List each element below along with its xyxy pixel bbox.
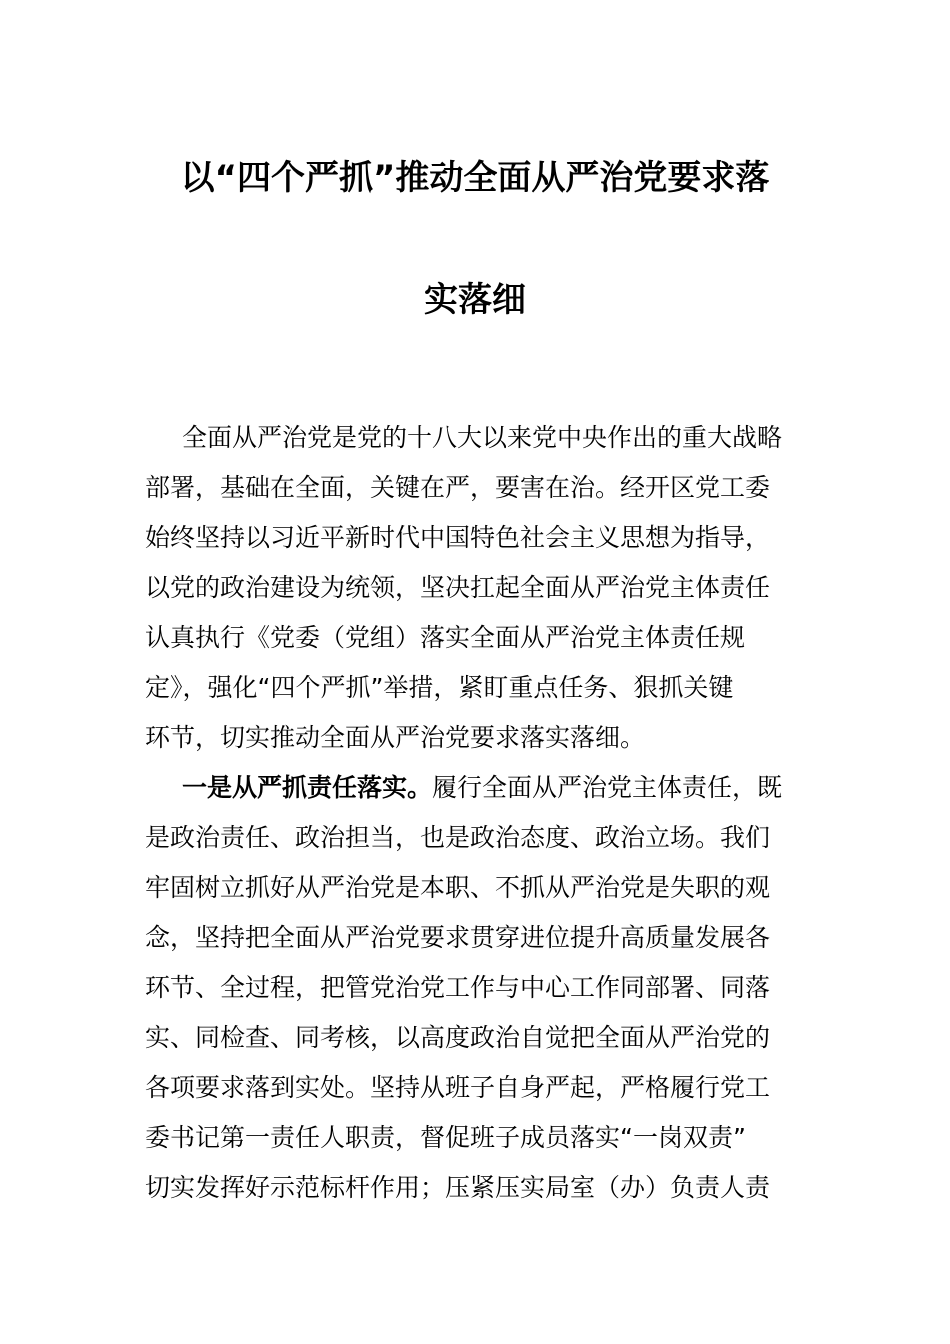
paragraph-1-line-7: 环节，切实推动全面从严治党要求落实落细。 — [145, 723, 646, 752]
paragraph-1-line-2: 部署，基础在全面，关键在严，要害在治。经开区党工委 — [145, 473, 771, 502]
paragraph-2-line-3: 牢固树立抓好从严治党是本职、不抓从严治党是失职的观 — [145, 873, 771, 902]
paragraph-2-line-9: 切实发挥好示范标杆作用；压紧压实局室（办）负责人责 — [145, 1173, 771, 1202]
paragraph-2-line-7: 各项要求落到实处。坚持从班子自身严起，严格履行党工 — [145, 1073, 771, 1102]
paragraph-2-line-5: 环节、全过程，把管党治党工作与中心工作同部署、同落 — [145, 973, 771, 1002]
paragraph-1-line-5: 认真执行《党委（党组）落实全面从严治党主体责任规 — [145, 623, 746, 652]
paragraph-2-first-rest: 履行全面从严治党主体责任，既 — [432, 773, 783, 802]
paragraph-1-line-1: 全面从严治党是党的十八大以来党中央作出的重大战略 — [182, 423, 783, 452]
paragraph-2-heading: 一是从严抓责任落实。 — [182, 773, 433, 802]
document-title-line-2: 实落细 — [424, 280, 526, 320]
paragraph-2-line-6: 实、同检查、同考核，以高度政治自觉把全面从严治党的 — [145, 1023, 771, 1052]
paragraph-1-line-4: 以党的政治建设为统领，坚决扛起全面从严治党主体责任 — [145, 573, 771, 602]
document-title-line-1: 以“四个严抓”推动全面从严治党要求落 — [180, 158, 770, 198]
paragraph-2-line-2: 是政治责任、政治担当，也是政治态度、政治立场。我们 — [145, 823, 771, 852]
paragraph-2-line-4: 念，坚持把全面从严治党要求贯穿进位提升高质量发展各 — [145, 923, 771, 952]
paragraph-2-line-8: 委书记第一责任人职责，督促班子成员落实“一岗双责” — [145, 1123, 746, 1152]
paragraph-1 — [145, 413, 815, 1213]
paragraph-2-line-1 — [145, 763, 815, 813]
paragraph-1-line-3: 始终坚持以习近平新时代中国特色社会主义思想为指导， — [145, 523, 771, 552]
paragraph-1-line-6: 定》，强化“四个严抓”举措，紧盯重点任务、狠抓关键 — [145, 673, 734, 702]
